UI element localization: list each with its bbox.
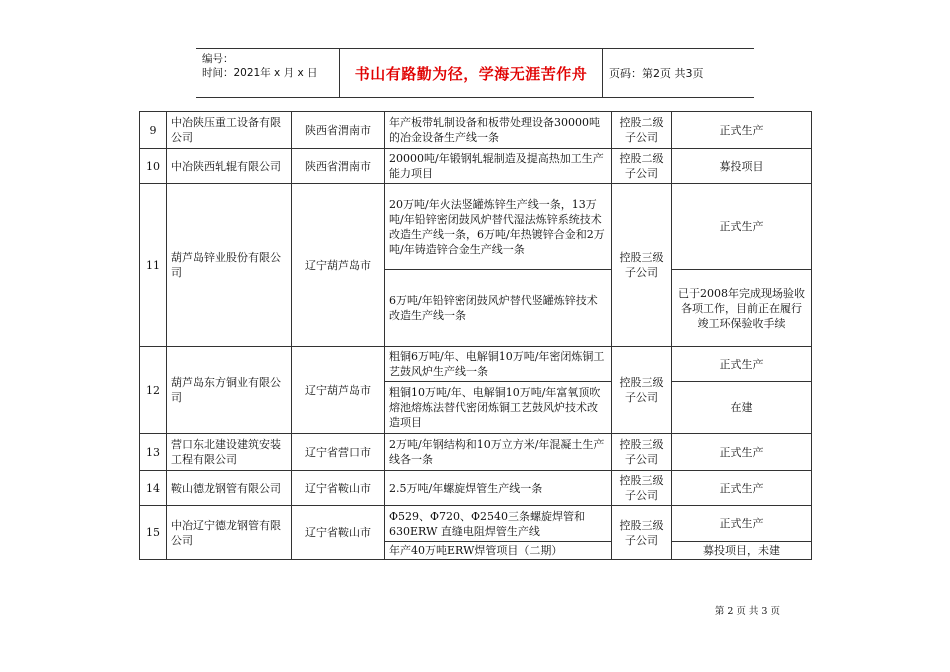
status: 募投项目，未建 <box>672 542 812 560</box>
location: 辽宁省鞍山市 <box>292 471 385 506</box>
row-number: 13 <box>140 434 167 471</box>
status: 正式生产 <box>672 112 812 149</box>
row-number: 15 <box>140 506 167 560</box>
status: 正式生产 <box>672 184 812 270</box>
page-info: 页码：第2页 共3页 <box>609 67 704 80</box>
project: 20万吨/年火法竖罐炼锌生产线一条，13万吨/年铅锌密闭鼓风炉替代湿法炼锌系统技术改造生产线一条，6万吨/年热镀锌合金和2万吨/年铸造锌合金生产线一条 <box>385 184 612 270</box>
project: 2万吨/年钢结构和10万立方米/年混凝土生产线各一条 <box>385 434 612 471</box>
time-label: 时间：2021年 x 月 x 日 <box>202 67 318 79</box>
level: 控股三级子公司 <box>612 434 672 471</box>
level: 控股三级子公司 <box>612 506 672 560</box>
company-name: 葫芦岛锌业股份有限公司 <box>167 184 292 347</box>
level: 控股二级子公司 <box>612 149 672 184</box>
row-number: 14 <box>140 471 167 506</box>
table-row <box>140 471 812 506</box>
company-name: 中冶辽宁德龙钢管有限公司 <box>167 506 292 560</box>
project: 粗铜6万吨/年、电解铜10万吨/年密闭炼铜工艺鼓风炉生产线一条 <box>385 347 612 382</box>
project: 6万吨/年铅锌密闭鼓风炉替代竖罐炼锌技术改造生产线一条 <box>385 270 612 347</box>
level: 控股三级子公司 <box>612 471 672 506</box>
status: 正式生产 <box>672 471 812 506</box>
project: 粗铜10万吨/年、电解铜10万吨/年富氧顶吹熔池熔炼法替代密闭炼铜工艺鼓风炉技术改造项目 <box>385 382 612 434</box>
row-number: 10 <box>140 149 167 184</box>
project: 年产板带轧制设备和板带处理设备30000吨的冶金设备生产线一条 <box>385 112 612 149</box>
project: 2.5万吨/年螺旋焊管生产线一条 <box>385 471 612 506</box>
status: 正式生产 <box>672 347 812 382</box>
location: 辽宁省营口市 <box>292 434 385 471</box>
header-meta <box>196 49 339 97</box>
project: 年产40万吨ERW焊管项目（二期） <box>385 542 612 560</box>
status: 正式生产 <box>672 506 812 542</box>
project: 20000吨/年锻钢轧辊制造及提高热加工生产能力项目 <box>385 149 612 184</box>
row-number: 9 <box>140 112 167 149</box>
status: 在建 <box>672 382 812 434</box>
status: 已于2008年完成现场验收各项工作，目前正在履行竣工环保验收手续 <box>672 270 812 347</box>
level: 控股三级子公司 <box>612 347 672 434</box>
header-motto: 书山有路勤为径，学海无涯苦作舟 <box>339 49 603 97</box>
company-name: 中冶陕西轧辊有限公司 <box>167 149 292 184</box>
status: 正式生产 <box>672 434 812 471</box>
number-label: 编号： <box>202 53 234 65</box>
row-number: 11 <box>140 184 167 347</box>
level: 控股二级子公司 <box>612 112 672 149</box>
table-row <box>140 347 812 382</box>
table-row <box>140 506 812 542</box>
table-row <box>140 184 812 270</box>
status: 募投项目 <box>672 149 812 184</box>
table-row <box>140 149 812 184</box>
location: 陕西省渭南市 <box>292 149 385 184</box>
page-header <box>196 48 754 98</box>
table-row <box>140 434 812 471</box>
project: Φ529、Φ720、Φ2540三条螺旋焊管和630ERW 直缝电阻焊管生产线 <box>385 506 612 542</box>
company-name: 鞍山德龙钢管有限公司 <box>167 471 292 506</box>
page-footer: 第 2 页 共 3 页 <box>714 606 780 617</box>
row-number: 12 <box>140 347 167 434</box>
company-name: 营口东北建设建筑安装工程有限公司 <box>167 434 292 471</box>
table-row <box>140 112 812 149</box>
project-table <box>139 111 812 560</box>
location: 辽宁葫芦岛市 <box>292 347 385 434</box>
level: 控股三级子公司 <box>612 184 672 347</box>
company-name: 葫芦岛东方铜业有限公司 <box>167 347 292 434</box>
company-name: 中冶陕压重工设备有限公司 <box>167 112 292 149</box>
location: 辽宁葫芦岛市 <box>292 184 385 347</box>
location: 陕西省渭南市 <box>292 112 385 149</box>
location: 辽宁省鞍山市 <box>292 506 385 560</box>
